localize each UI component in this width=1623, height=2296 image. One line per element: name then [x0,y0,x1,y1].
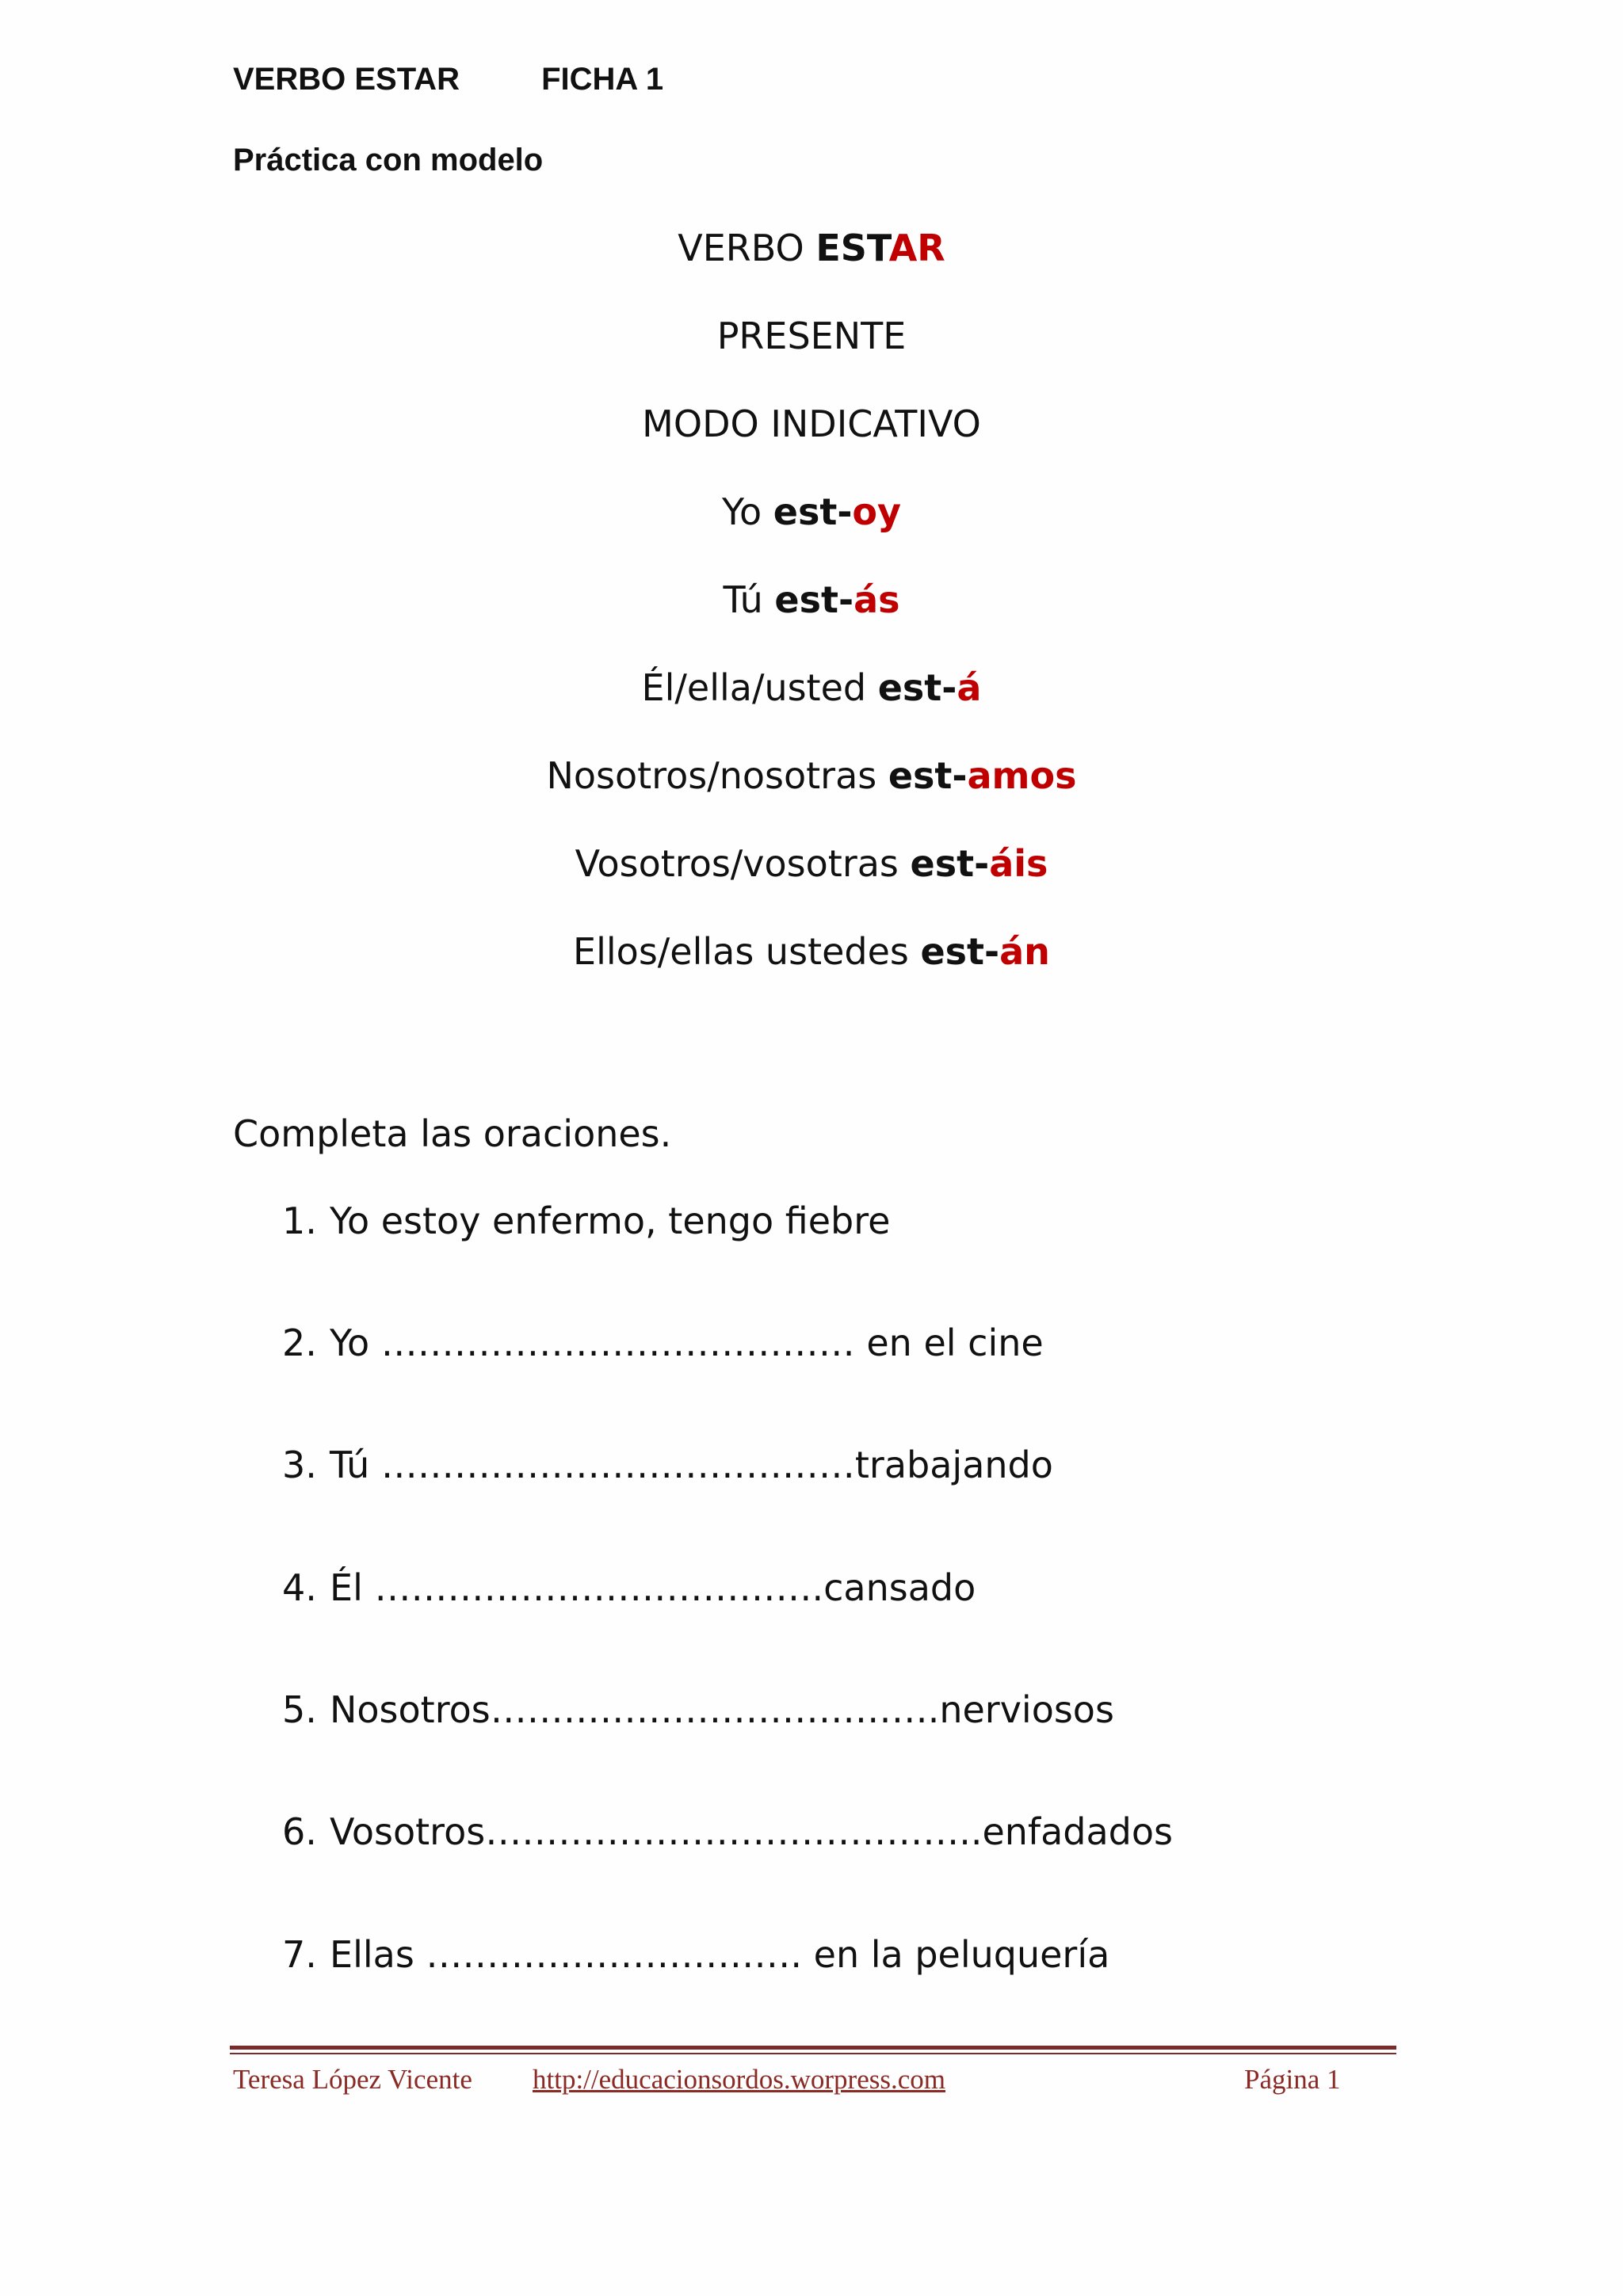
conjugation-stem: est- [888,754,968,797]
conjugation-pronoun: Él/ella/usted [641,666,878,709]
exercise-sentence: Yo ………………………………… en el cine [330,1322,1044,1364]
exercise-item [282,1199,890,1242]
exercise-item [282,1444,1053,1486]
conjugation-ending: án [999,930,1050,973]
document-subtitle: Práctica con modelo [233,143,544,177]
conjugation-ending: áis [989,842,1048,885]
conjugation-stem: est- [877,666,957,709]
conjugation-row [0,842,1623,885]
conjugation-pronoun: Nosotros/nosotras [546,754,888,797]
exercise-number: 2. [282,1322,317,1364]
exercise-item [282,1933,1109,1976]
conjugation-row [0,490,1623,533]
model-tense: PRESENTE [716,315,907,357]
conjugation-pronoun: Yo [721,490,773,533]
exercise-sentence: Ellas …………………………. en la peluquería [330,1933,1110,1976]
conjugation-stem: est- [910,842,990,885]
conjugation-ending: amos [967,754,1077,797]
footer-author: Teresa López Vicente [233,2064,472,2095]
conjugation-ending: oy [852,490,902,533]
conjugation-row [0,666,1623,709]
exercise-sentence: Él ……………………………….cansado [330,1566,976,1609]
exercise-number: 6. [282,1810,317,1853]
model-mode: MODO INDICATIVO [642,402,981,445]
exercise-number: 4. [282,1566,317,1609]
conjugation-ending: á [957,666,982,709]
exercise-instruction: Completa las oraciones. [233,1112,672,1155]
footer-link[interactable]: http://educacionsordos.worpress.com [533,2064,946,2095]
conjugation-row [0,754,1623,797]
exercise-item [282,1322,1044,1364]
conjugation-stem: est- [920,930,1000,973]
conjugation-stem: est- [773,490,853,533]
conjugation-row [0,930,1623,973]
conjugation-pronoun: Ellos/ellas ustedes [573,930,921,973]
exercise-sentence: Tú …………………………………trabajando [330,1444,1053,1486]
exercise-number: 3. [282,1444,317,1486]
exercise-number: 5. [282,1688,317,1731]
exercise-sentence: Vosotros…………………………………..enfadados [330,1810,1173,1853]
conjugation-stem: est- [774,578,854,621]
exercise-item [282,1688,1114,1731]
exercise-item [282,1566,976,1609]
conjugation-pronoun: Tú [723,578,775,621]
model-title-ending: AR [888,227,945,269]
footer-page-number: Página 1 [1244,2064,1341,2095]
exercise-number: 1. [282,1199,317,1242]
model-title [0,227,1623,269]
header-sheet-number: FICHA 1 [541,62,664,97]
exercise-sentence: Yo estoy enfermo, tengo fiebre [330,1199,891,1242]
footer-rule [230,2046,1396,2050]
exercise-sentence: Nosotros……………………………….nerviosos [330,1688,1114,1731]
conjugation-ending: ás [854,578,900,621]
footer-rule-thin [230,2053,1396,2054]
model-title-stem: EST [815,227,889,269]
exercise-number: 7. [282,1933,317,1976]
header-title: VERBO ESTAR [233,62,460,97]
conjugation-pronoun: Vosotros/vosotras [575,842,911,885]
conjugation-row [0,578,1623,621]
document-header [233,62,663,97]
model-title-prefix: VERBO [678,227,816,269]
exercise-item [282,1810,1173,1853]
